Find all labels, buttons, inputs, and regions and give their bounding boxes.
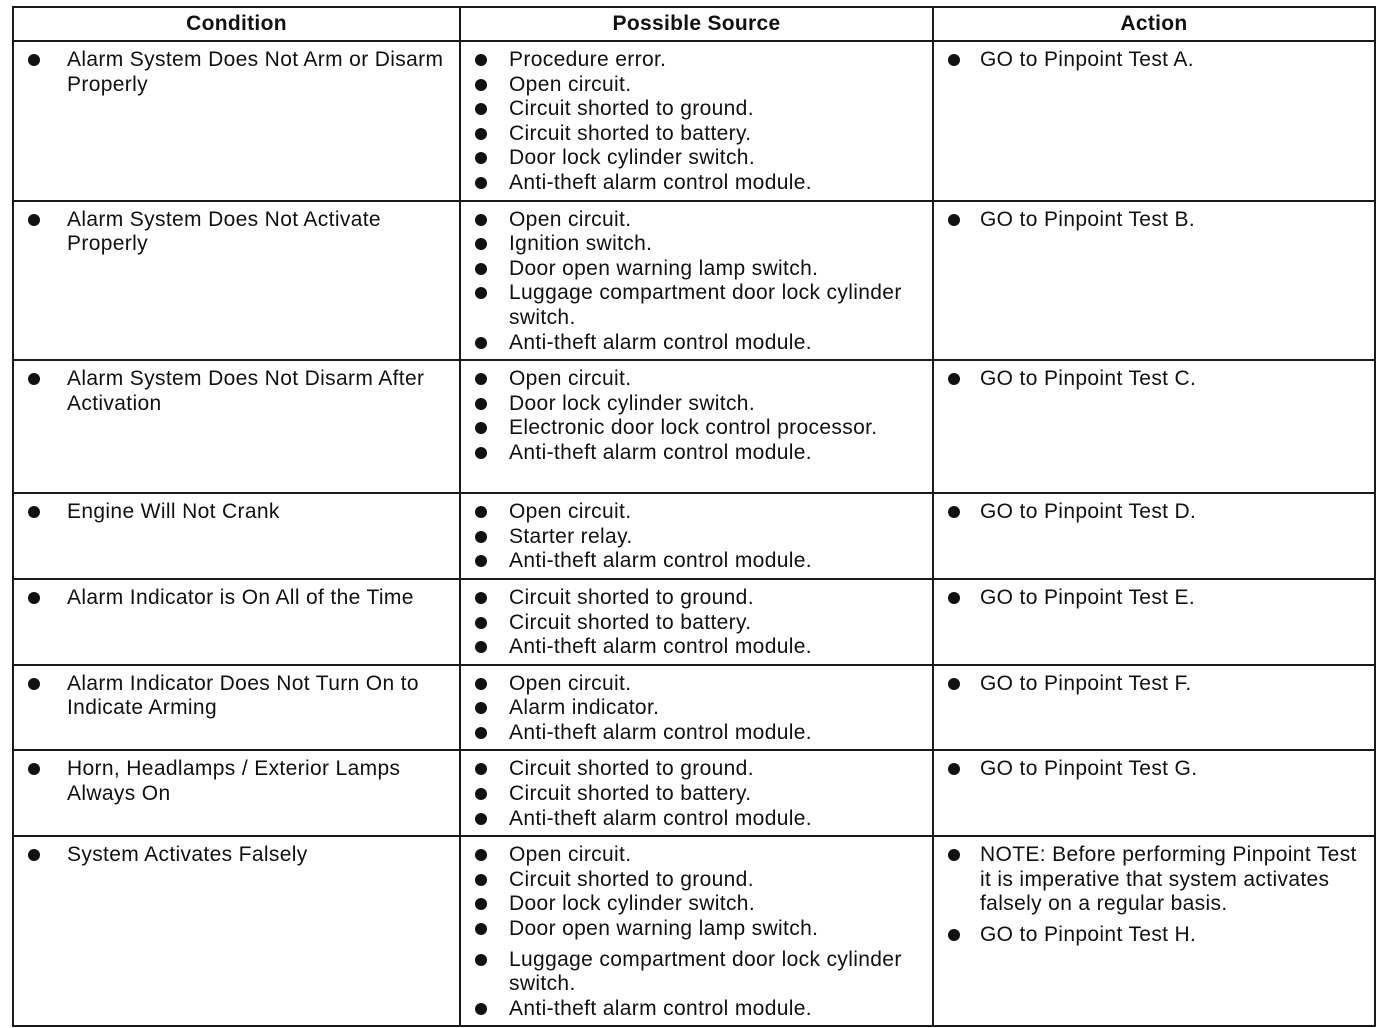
bullet-icon	[475, 678, 487, 690]
list-item	[461, 122, 924, 147]
possible-source-header: Possible Source	[460, 7, 933, 41]
list-item	[934, 208, 1366, 233]
condition-list	[14, 494, 459, 529]
item-text: Circuit shorted to ground.	[509, 97, 754, 121]
item-text: Luggage compartment door lock cylinder switch.	[509, 281, 902, 329]
list-item	[934, 757, 1366, 782]
item-text: Anti-theft alarm control module.	[509, 549, 812, 573]
bullet-icon	[475, 263, 487, 275]
list-item	[461, 892, 924, 917]
bullet-icon	[28, 849, 40, 861]
list-item	[934, 843, 1366, 917]
list-item	[461, 525, 924, 550]
source-list	[461, 202, 932, 360]
list-item	[461, 367, 924, 392]
bullet-icon	[475, 1003, 487, 1015]
list-item	[14, 500, 451, 525]
list-item	[461, 997, 924, 1022]
item-text: Horn, Headlamps / Exterior Lamps Always On	[67, 757, 401, 806]
list-item	[461, 696, 924, 721]
bullet-icon	[948, 373, 960, 385]
action-list	[934, 580, 1374, 615]
item-text: Luggage compartment door lock cylinder switch.	[509, 947, 902, 996]
condition-cell	[13, 41, 460, 201]
item-text: Door lock cylinder switch.	[509, 892, 756, 916]
condition-cell	[13, 360, 460, 493]
condition-list	[14, 580, 459, 615]
bullet-icon	[948, 678, 960, 690]
list-item	[934, 923, 1366, 948]
list-item	[14, 367, 451, 416]
bullet-icon	[28, 592, 40, 604]
list-item	[461, 500, 924, 525]
table-row	[13, 750, 1375, 836]
source-list	[461, 751, 932, 835]
action-cell	[933, 493, 1375, 579]
bullet-icon	[475, 128, 487, 140]
list-item	[461, 416, 924, 441]
item-text: Door lock cylinder switch.	[509, 146, 756, 170]
item-text: Circuit shorted to ground.	[509, 867, 754, 891]
condition-cell	[13, 201, 460, 361]
list-item	[461, 73, 924, 98]
bullet-icon	[475, 54, 487, 66]
possible-source-cell	[460, 665, 933, 751]
bullet-icon	[475, 238, 487, 250]
bullet-icon	[475, 874, 487, 886]
bullet-icon	[475, 447, 487, 459]
list-item	[14, 208, 451, 257]
symptom-table	[12, 6, 1376, 1027]
item-text: Engine Will Not Crank	[67, 500, 280, 524]
bullet-icon	[28, 373, 40, 385]
item-text: Door lock cylinder switch.	[509, 391, 756, 415]
table-row	[13, 665, 1375, 751]
list-item	[461, 635, 924, 660]
action-cell	[933, 750, 1375, 836]
list-item	[461, 441, 924, 466]
item-text: Anti-theft alarm control module.	[509, 720, 812, 744]
bullet-icon	[475, 923, 487, 935]
bullet-icon	[475, 287, 487, 299]
bullet-icon	[28, 54, 40, 66]
bullet-icon	[948, 54, 960, 66]
list-item	[461, 146, 924, 171]
list-item	[461, 208, 924, 233]
bullet-icon	[475, 373, 487, 385]
bullet-icon	[475, 337, 487, 349]
possible-source-cell	[460, 750, 933, 836]
item-text: GO to Pinpoint Test E.	[980, 585, 1196, 609]
action-list	[934, 42, 1374, 77]
list-item	[14, 843, 451, 868]
bullet-icon	[28, 506, 40, 518]
bullet-icon	[475, 763, 487, 775]
item-text: Electronic door lock control processor.	[509, 416, 878, 440]
item-text: Procedure error.	[509, 48, 667, 71]
bullet-icon	[28, 678, 40, 690]
list-item	[14, 48, 451, 97]
item-text: Open circuit.	[509, 207, 632, 231]
source-list	[461, 837, 932, 1025]
item-text: Circuit shorted to ground.	[509, 585, 754, 609]
list-item	[461, 757, 924, 782]
action-cell	[933, 41, 1375, 201]
condition-list	[14, 666, 459, 725]
bullet-icon	[475, 849, 487, 861]
source-list	[461, 494, 932, 578]
table-row	[13, 360, 1375, 493]
bullet-icon	[475, 813, 487, 825]
item-text: GO to Pinpoint Test F.	[980, 671, 1192, 695]
action-list	[934, 361, 1374, 396]
item-text: GO to Pinpoint Test H.	[980, 923, 1197, 947]
bullet-icon	[475, 617, 487, 629]
bullet-icon	[948, 849, 960, 861]
bullet-icon	[475, 555, 487, 567]
bullet-icon	[948, 214, 960, 226]
list-item	[14, 586, 451, 611]
item-text: Circuit shorted to battery.	[509, 121, 752, 145]
table-row	[13, 579, 1375, 665]
list-item	[461, 782, 924, 807]
bullet-icon	[475, 506, 487, 518]
item-text: Open circuit.	[509, 500, 632, 524]
item-text: Ignition switch.	[509, 232, 653, 256]
bullet-icon	[475, 954, 487, 966]
item-text: Anti-theft alarm control module.	[509, 635, 812, 659]
list-item	[461, 868, 924, 893]
bullet-icon	[475, 103, 487, 115]
item-text: Circuit shorted to battery.	[509, 610, 752, 634]
item-text: Alarm System Does Not Arm or Disarm Properly	[67, 48, 444, 96]
bullet-icon	[948, 506, 960, 518]
table-row	[13, 201, 1375, 361]
condition-cell	[13, 750, 460, 836]
item-text: Circuit shorted to battery.	[509, 782, 752, 806]
list-item	[461, 257, 924, 282]
action-list	[934, 837, 1374, 951]
item-text: Anti-theft alarm control module.	[509, 330, 812, 354]
bullet-icon	[475, 898, 487, 910]
source-list	[461, 580, 932, 664]
item-text: GO to Pinpoint Test G.	[980, 757, 1198, 781]
item-text: Door open warning lamp switch.	[509, 256, 819, 280]
bullet-icon	[475, 79, 487, 91]
diagnosis-chart	[12, 6, 1374, 1027]
header-row	[13, 7, 1375, 41]
source-list	[461, 361, 932, 469]
bullet-icon	[475, 422, 487, 434]
item-text: Alarm Indicator Does Not Turn On to Indicate Arming	[67, 671, 419, 720]
bullet-icon	[475, 177, 487, 189]
table-row	[13, 836, 1375, 1026]
list-item	[461, 948, 924, 997]
table-row	[13, 493, 1375, 579]
item-text: Anti-theft alarm control module.	[509, 440, 812, 464]
action-cell	[933, 665, 1375, 751]
item-text: Alarm System Does Not Disarm After Activation	[67, 367, 425, 415]
possible-source-cell	[460, 579, 933, 665]
action-cell	[933, 579, 1375, 665]
list-item	[14, 757, 451, 806]
list-item	[461, 549, 924, 574]
list-item	[461, 843, 924, 868]
item-text: NOTE: Before performing Pinpoint Test it is imperative that system activates falsely on a regular basis.	[980, 843, 1357, 916]
condition-cell	[13, 493, 460, 579]
bullet-icon	[475, 788, 487, 800]
item-text: Door open warning lamp switch.	[509, 917, 819, 941]
list-item	[934, 367, 1366, 392]
item-text: Starter relay.	[509, 524, 633, 548]
list-item	[461, 331, 924, 356]
list-item	[934, 672, 1366, 697]
list-item	[461, 171, 924, 196]
action-list	[934, 666, 1374, 701]
bullet-icon	[948, 592, 960, 604]
list-item	[934, 48, 1366, 73]
list-item	[461, 97, 924, 122]
action-list	[934, 751, 1374, 786]
item-text: Circuit shorted to ground.	[509, 757, 754, 781]
item-text: Anti-theft alarm control module.	[509, 170, 812, 194]
list-item	[934, 500, 1366, 525]
list-item	[461, 232, 924, 257]
item-text: Alarm System Does Not Activate Properly	[67, 207, 381, 256]
bullet-icon	[475, 702, 487, 714]
action-header: Action	[933, 7, 1375, 41]
list-item	[461, 392, 924, 417]
source-list	[461, 666, 932, 750]
bullet-icon	[475, 592, 487, 604]
bullet-icon	[948, 929, 960, 941]
item-text: Alarm indicator.	[509, 696, 660, 720]
list-item	[14, 672, 451, 721]
action-cell	[933, 201, 1375, 361]
list-item	[461, 672, 924, 697]
bullet-icon	[28, 214, 40, 226]
action-cell	[933, 360, 1375, 493]
list-item	[461, 807, 924, 832]
list-item	[461, 48, 924, 73]
condition-list	[14, 361, 459, 420]
item-text: Anti-theft alarm control module.	[509, 806, 812, 830]
item-text: Anti-theft alarm control module.	[509, 996, 812, 1020]
source-list	[461, 42, 932, 200]
condition-cell	[13, 836, 460, 1026]
condition-cell	[13, 579, 460, 665]
list-item	[934, 586, 1366, 611]
possible-source-cell	[460, 201, 933, 361]
item-text: GO to Pinpoint Test D.	[980, 500, 1197, 524]
list-item	[461, 721, 924, 746]
list-item	[461, 917, 924, 942]
item-text: Open circuit.	[509, 671, 632, 695]
action-list	[934, 202, 1374, 237]
possible-source-cell	[460, 836, 933, 1026]
item-text: GO to Pinpoint Test A.	[980, 48, 1194, 71]
list-item	[461, 281, 924, 330]
bullet-icon	[475, 727, 487, 739]
bullet-icon	[475, 641, 487, 653]
bullet-icon	[948, 763, 960, 775]
condition-list	[14, 751, 459, 810]
bullet-icon	[475, 531, 487, 543]
condition-cell	[13, 665, 460, 751]
condition-list	[14, 202, 459, 261]
item-text: Open circuit.	[509, 843, 632, 867]
condition-list	[14, 837, 459, 872]
table-row	[13, 41, 1375, 201]
item-text: System Activates Falsely	[67, 843, 308, 867]
possible-source-cell	[460, 41, 933, 201]
bullet-icon	[475, 214, 487, 226]
item-text: Open circuit.	[509, 72, 632, 96]
item-text: GO to Pinpoint Test B.	[980, 207, 1196, 231]
condition-list	[14, 42, 459, 101]
action-list	[934, 494, 1374, 529]
item-text: Open circuit.	[509, 367, 632, 391]
possible-source-cell	[460, 360, 933, 493]
table-body	[13, 41, 1375, 1026]
bullet-icon	[475, 152, 487, 164]
item-text: GO to Pinpoint Test C.	[980, 367, 1197, 391]
condition-header: Condition	[13, 7, 460, 41]
bullet-icon	[28, 763, 40, 775]
list-item	[461, 611, 924, 636]
action-cell	[933, 836, 1375, 1026]
list-item	[461, 586, 924, 611]
item-text: Alarm Indicator is On All of the Time	[67, 585, 414, 609]
possible-source-cell	[460, 493, 933, 579]
bullet-icon	[475, 398, 487, 410]
